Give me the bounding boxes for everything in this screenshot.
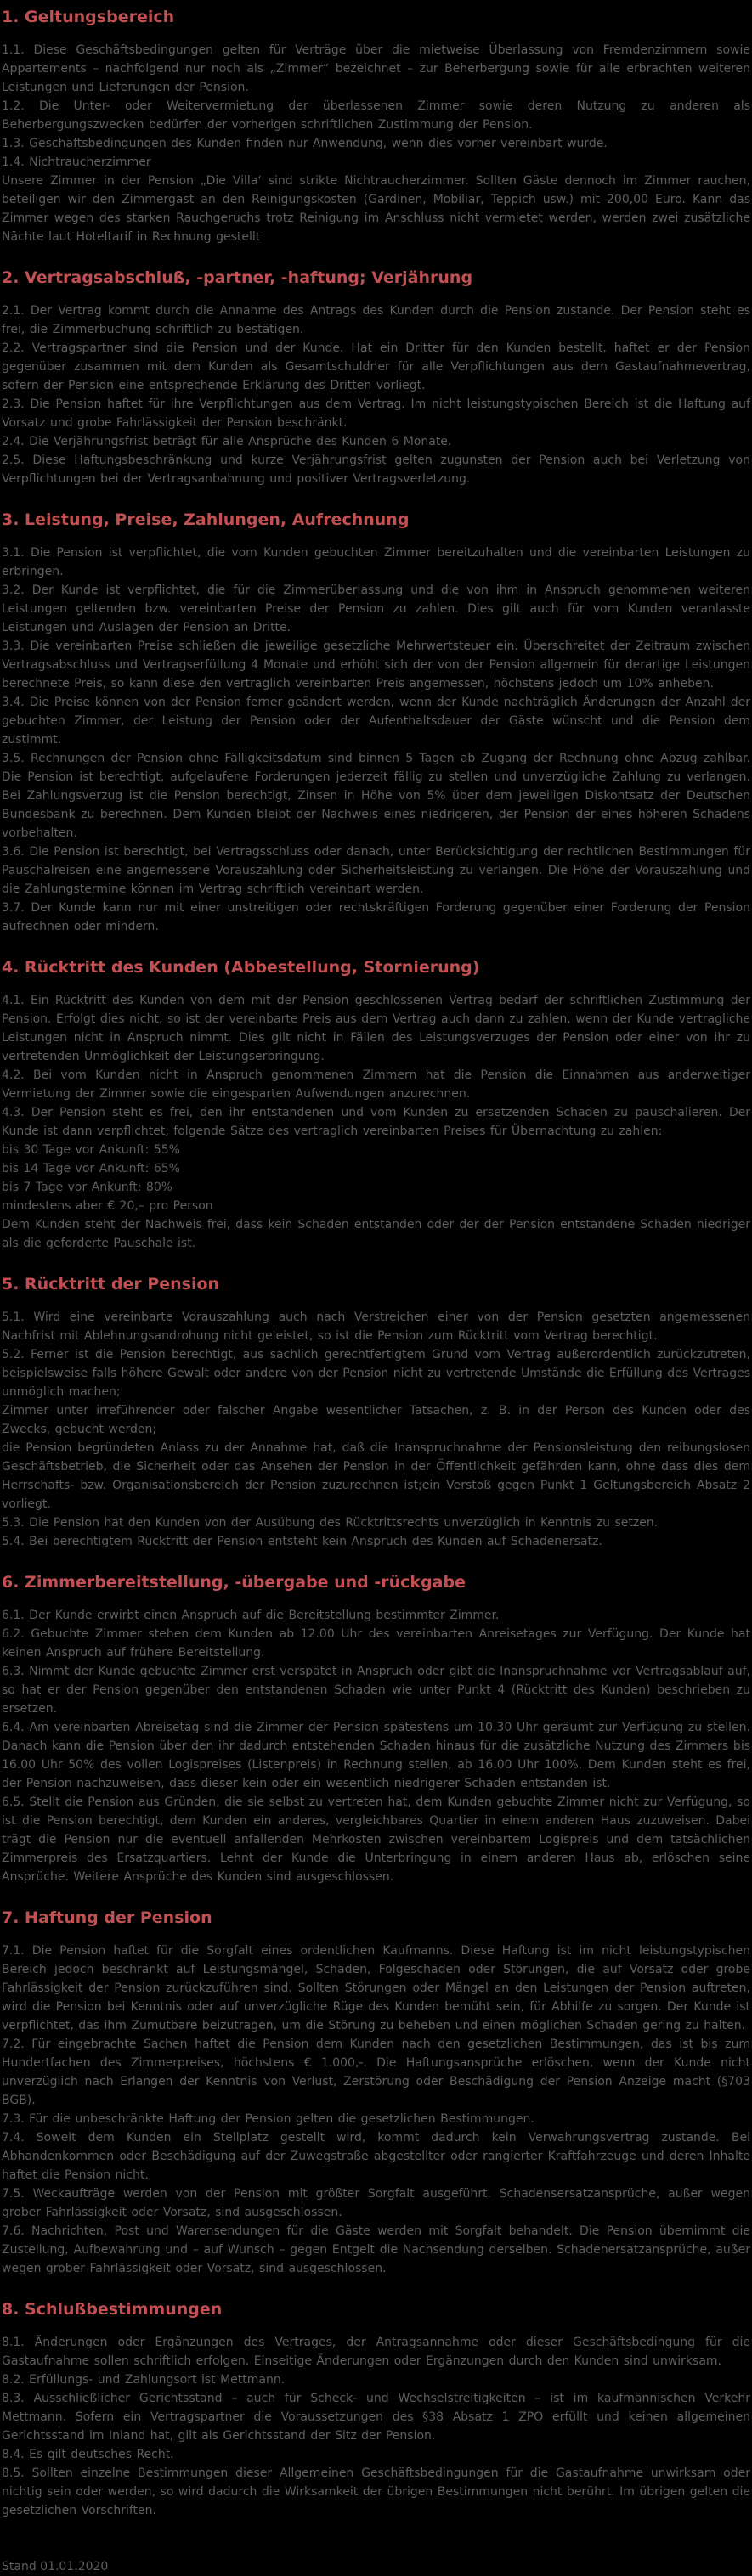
paragraph: 3.3. Die vereinbarten Preise schließen die jeweilige gesetzliche Mehrwertsteuer ein. Überschreitet der Zeitraum zwischen Vertragsabschluss und Vertragserfüllung 4 Monate und erhöht sich der von der Pension allgemein für derartige Leistungen berechnete Preis, so kann diese den vertraglich vereinbarten Preis angemessen, höchstens jedoch um 10% anheben. bbox=[2, 640, 750, 691]
section-vertragsabschluss bbox=[2, 268, 750, 488]
section-ruecktritt-kunde bbox=[2, 957, 750, 1253]
paragraph: 3.6. Die Pension ist berechtigt, bei Vertragsschluss oder danach, unter Berücksichtigung der rechtlichen Bestimmungen für Pauschalreisen eine angemessene Vorauszahlung oder Sicherheitsleistung zu verlangen. Die Höhe der Vorauszahlung und die Zahlungstermine können im Vertrag schriftlich vereinbart werden. bbox=[2, 845, 750, 896]
paragraph: Zimmer unter irreführender oder falscher Angabe wesentlicher Tatsachen, z. B. in der Person des Kunden oder des Zwecks, gebucht werden; bbox=[2, 1404, 750, 1436]
section-title: 5. Rücktritt der Pension bbox=[2, 1275, 220, 1294]
paragraph: 5.1. Wird eine vereinbarte Vorauszahlung auch nach Verstreichen einer von der Pension gesetzten angemessenen Nachfrist mit Ablehnungsandrohung nicht geleistet, so ist die Pension zum Rücktritt vom Vertrag berechtigt. bbox=[2, 1311, 750, 1343]
paragraph: 2.5. Diese Haftungsbeschränkung und kurze Verjährungsfrist gelten zugunsten der Pension auch bei Verletzung von Verpflichtungen bei der Vertragsanbahnung und positiver Vertragsverletzung. bbox=[2, 454, 750, 486]
paragraph: 2.1. Der Vertrag kommt durch die Annahme des Antrags des Kunden durch die Pension zustande. Der Pension steht es frei, die Zimmerbuchung schriftlich zu bestätigen. bbox=[2, 304, 750, 336]
section-title: 8. Schlußbestimmungen bbox=[2, 2300, 223, 2319]
section-title: 4. Rücktritt des Kunden (Abbestellung, Stornierung) bbox=[2, 958, 480, 977]
paragraph: 8.5. Sollten einzelne Bestimmungen dieser Allgemeinen Geschäftsbedingungen für die Gastaufnahme unwirksam oder nichtig sein oder werden, so wird dadurch die Wirksamkeit der übrigen Bestimmungen nicht berührt. Im übrigen gelten die gesetzlichen Vorschriften. bbox=[2, 2466, 750, 2517]
paragraph: 3.7. Der Kunde kann nur mit einer unstreitigen oder rechtskräftigen Forderung gegenüber einer Forderung der Pension aufrechnen oder mindern. bbox=[2, 901, 750, 933]
section-title: 7. Haftung der Pension bbox=[2, 1908, 212, 1927]
cancellation-rate-line: bis 14 Tage vor Ankunft: 65% bbox=[2, 1162, 180, 1175]
paragraph: 4.1. Ein Rücktritt des Kunden von dem mit der Pension geschlossenen Vertrag bedarf der schriftlichen Zustimmung der Pension. Erfolgt dies nicht, so ist der vereinbarte Preis aus dem Vertrag auch dann zu zahlen, wenn der Kunde vertragliche Leistungen nicht in Anspruch nimmt. Dies gilt nicht in Fällen des Leistungsverzuges der Pension oder einer von ihr zu vertretenden Unmöglichkeit der Leistungserbringung. bbox=[2, 994, 750, 1063]
section-ruecktritt-pension bbox=[2, 1274, 750, 1551]
paragraph: 6.3. Nimmt der Kunde gebuchte Zimmer erst verspätet in Anspruch oder gibt die Inanspruchnahme vor Vertragsablauf auf, so hat er der Pension gegenüber den entstandenen Schaden wie unter Punkt 4 (Rücktritt des Kunden) beschrieben zu ersetzen. bbox=[2, 1665, 750, 1716]
section-leistung-preise bbox=[2, 510, 750, 936]
section-title: 1. Geltungsbereich bbox=[2, 8, 175, 26]
paragraph: 2.4. Die Verjährungsfrist beträgt für alle Ansprüche des Kunden 6 Monate. bbox=[2, 435, 452, 448]
paragraph: 1.1. Diese Geschäftsbedingungen gelten für Verträge über die mietweise Überlassung von Fremdenzimmern sowie Appartements – nachfolgend nur noch als „Zimmer“ bezeichnet – zur Beherbergung sowie für alle erbrachten weiteren Leistungen und Lieferungen der Pension. bbox=[2, 43, 750, 94]
paragraph: 7.2. Für eingebrachte Sachen haftet die Pension dem Kunden nach den gesetzlichen Bestimmungen, das ist bis zum Hundertfachen des Zimmerpreises, höchstens € 1.000,-. Die Haftungsansprüche erlöschen, wenn der Kunde nicht unverzüglich nach Erlangen der Kenntnis von Verlust, Zerstörung oder Beschädigung der Pension Anzeige macht (§703 BGB). bbox=[2, 2038, 750, 2107]
paragraph: 4.2. Bei vom Kunden nicht in Anspruch genommenen Zimmern hat die Pension die Einnahmen aus anderweitiger Vermietung der Zimmer sowie die eingesparten Aufwendungen anzurechnen. bbox=[2, 1068, 750, 1101]
section-title: 2. Vertragsabschluß, -partner, -haftung; Verjährung bbox=[2, 268, 473, 287]
section-zimmerbereitstellung bbox=[2, 1572, 750, 1886]
paragraph: 5.2. Ferner ist die Pension berechtigt, aus sachlich gerechtfertigtem Grund vom Vertrag außerordentlich zurückzutreten, beispielsweise falls höhere Gewalt oder andere von der Pension nicht zu vertretende Umstände die Erfüllung des Vertrages unmöglich machen; bbox=[2, 1348, 750, 1399]
paragraph: 1.2. Die Unter- oder Weitervermietung der überlassenen Zimmer sowie deren Nutzung zu anderen als Beherbergungszwecken bedürfen der vorherigen schriftlichen Zustimmung der Pension. bbox=[2, 99, 750, 132]
paragraph: 7.3. Für die unbeschränkte Haftung der Pension gelten die gesetzlichen Bestimmungen. bbox=[2, 2112, 534, 2126]
paragraph: 4.3. Der Pension steht es frei, den ihr entstandenen und vom Kunden zu ersetzenden Schaden zu pauschalieren. Der Kunde ist dann verpflichtet, folgende Sätze des vertraglich vereinbarten Preises für Übernachtung zu zahlen: bbox=[2, 1106, 750, 1138]
paragraph: 2.3. Die Pension haftet für ihre Verpflichtungen aus dem Vertrag. Im nicht leistungstypischen Bereich ist die Haftung auf Vorsatz und grobe Fahrlässigkeit der Pension beschränkt. bbox=[2, 397, 750, 430]
document-date-stamp: Stand 01.01.2020 bbox=[2, 2560, 109, 2573]
cancellation-rate-line: bis 30 Tage vor Ankunft: 55% bbox=[2, 1143, 180, 1157]
paragraph: 8.3. Ausschließlicher Gerichtsstand – auch für Scheck- und Wechselstreitigkeiten – ist im kaufmännischen Verkehr Mettmann. Sofern ein Vertragspartner die Voraussetzungen des §38 Absatz 1 ZPO erfüllt und keinen allgemeinen Gerichtsstand im Inland hat, gilt als Gerichtsstand der Sitz der Pension. bbox=[2, 2392, 750, 2443]
section-geltungsbereich bbox=[2, 7, 750, 246]
paragraph: 3.1. Die Pension ist verpflichtet, die vom Kunden gebuchten Zimmer bereitzuhalten und die vereinbarten Leistungen zu erbringen. bbox=[2, 546, 750, 578]
paragraph: 2.2. Vertragspartner sind die Pension und der Kunde. Hat ein Dritter für den Kunden bestellt, haftet er der Pension gegenüber zusammen mit dem Kunden als Gesamtschuldner für alle Verpflichtungen aus dem Gastaufnahmevertrag, sofern der Pension eine entsprechende Erklärung des Dritten vorliegt. bbox=[2, 341, 750, 392]
paragraph: 6.2. Gebuchte Zimmer stehen dem Kunden ab 12.00 Uhr des vereinbarten Anreisetages zur Verfügung. Der Kunde hat keinen Anspruch auf frühere Bereitstellung. bbox=[2, 1627, 750, 1660]
paragraph: 1.3. Geschäftsbedingungen des Kunden finden nur Anwendung, wenn dies vorher vereinbart wurde. bbox=[2, 137, 608, 150]
section-schlussbestimmungen bbox=[2, 2299, 750, 2520]
paragraph: die Pension begründeten Anlass zu der Annahme hat, daß die Inanspruchnahme der Pensionsleistung den reibungslosen Geschäftsbetrieb, die Sicherheit oder das Ansehen der Pension in der Öffentlichkeit gefährden kann, ohne dass dies dem Herrschafts- bzw. Organisationsbereich der Pension zuzurechnen ist;ein Verstoß gegen Punkt 1 Geltungsbereich Absatz 2 vorliegt. bbox=[2, 1441, 750, 1511]
paragraph: 7.5. Weckaufträge werden von der Pension mit größter Sorgfalt ausgeführt. Schadensersatzansprüche, außer wegen grober Fahrlässigkeit oder Vorsatz, sind ausgeschlossen. bbox=[2, 2187, 750, 2219]
paragraph: 3.2. Der Kunde ist verpflichtet, die für die Zimmerüberlassung und die von ihm in Anspruch genommenen weiteren Leistungen geltenden bzw. vereinbarten Preise der Pension zu zahlen. Dies gilt auch für vom Kunden veranlasste Leistungen und Auslagen der Pension an Dritte. bbox=[2, 583, 750, 634]
paragraph: 1.4. Nichtraucherzimmer bbox=[2, 155, 151, 169]
paragraph: 3.4. Die Preise können von der Pension ferner geändert werden, wenn der Kunde nachträglich Änderungen der Anzahl der gebuchten Zimmer, der Leistung der Pension oder der Aufenthaltsdauer der Gäste wünscht und die Pension dem zustimmt. bbox=[2, 696, 750, 747]
paragraph: 7.6. Nachrichten, Post und Warensendungen für die Gäste werden mit Sorgfalt behandelt. Die Pension übernimmt die Zustellung, Aufbewahrung und – auf Wunsch – gegen Entgelt die Nachsendung derselben. Schadenersatzansprüche, außer wegen grober Fahrlässigkeit oder Vorsatz, sind ausgeschlossen. bbox=[2, 2224, 750, 2275]
paragraph: 5.3. Die Pension hat den Kunden von der Ausübung des Rücktrittsrechts unverzüglich in Kenntnis zu setzen. bbox=[2, 1516, 659, 1530]
paragraph: 8.1. Änderungen oder Ergänzungen des Vertrages, der Antragsannahme oder dieser Geschäftsbedingung für die Gastaufnahme sollen schriftlich erfolgen. Einseitige Änderungen oder Ergänzungen durch den Kunden sind unwirksam. bbox=[2, 2336, 750, 2368]
paragraph: 3.5. Rechnungen der Pension ohne Fälligkeitsdatum sind binnen 5 Tagen ab Zugang der Rechnung ohne Abzug zahlbar. Die Pension ist berechtigt, aufgelaufene Forderungen jederzeit fällig zu stellen und unverzügliche Zahlung zu verlangen. Bei Zahlungsverzug ist die Pension berechtigt, Zinsen in Höhe von 5% über dem jeweiligen Diskontsatz der Deutschen Bundesbank zu berechnen. Dem Kunden bleibt der Nachweis eines niedrigeren, der Pension der eines höheren Schadens vorbehalten. bbox=[2, 752, 750, 840]
paragraph: 6.5. Stellt die Pension aus Gründen, die sie selbst zu vertreten hat, dem Kunden gebuchte Zimmer nicht zur Verfügung, so ist die Pension berechtigt, dem Kunden ein anderes, vergleichbares Quartier in einem anderen Haus zuzuweisen. Dabei trägt die Pension nur die eventuell anfallenden Mehrkosten zwischen vereinbartem Logispreis und dem tatsächlichen Zimmerpreis des Ersatzquartiers. Lehnt der Kunde die Unterbringung in einem anderen Haus ab, erlöschen seine Ansprüche. Weitere Ansprüche des Kunden sind ausgeschlossen. bbox=[2, 1795, 750, 1884]
paragraph: 8.4. Es gilt deutsches Recht. bbox=[2, 2448, 174, 2461]
cancellation-rate-line: bis 7 Tage vor Ankunft: 80% bbox=[2, 1181, 173, 1194]
paragraph: Unsere Zimmer in der Pension „Die Villa‘ sind strikte Nichtraucherzimmer. Sollten Gäste dennoch im Zimmer rauchen, beteiligen wir den Zimmergast an den Reinigungskosten (Gardinen, Mobiliar, Teppich usw.) mit 200,00 Euro. Kann das Zimmer wegen des starken Rauchgeruchs trotz Reinigung im Anschluss nicht vermietet werden, werden zwei zusätzliche Nächte laut Hoteltarif in Rechnung gestellt bbox=[2, 174, 750, 244]
paragraph: 6.1. Der Kunde erwirbt einen Anspruch auf die Bereitstellung bestimmter Zimmer. bbox=[2, 1609, 500, 1622]
paragraph: 7.4. Soweit dem Kunden ein Stellplatz gestellt wird, kommt dadurch kein Verwahrungsvertrag zustande. Bei Abhandenkommen oder Beschädigung auf der Zuwegstraße abgestellter oder rangierter Kraftfahrzeuge und deren Inhalte haftet die Pension nicht. bbox=[2, 2131, 750, 2182]
section-title: 6. Zimmerbereitstellung, -übergabe und -rückgabe bbox=[2, 1573, 466, 1592]
paragraph: 5.4. Bei berechtigtem Rücktritt der Pension entsteht kein Anspruch des Kunden auf Schadenersatz. bbox=[2, 1535, 602, 1548]
section-title: 3. Leistung, Preise, Zahlungen, Aufrechnung bbox=[2, 510, 410, 529]
section-haftung-pension bbox=[2, 1908, 750, 2278]
cancellation-minimum-line: mindestens aber € 20,– pro Person bbox=[2, 1199, 213, 1213]
paragraph: 8.2. Erfüllungs- und Zahlungsort ist Mettmann. bbox=[2, 2373, 286, 2387]
paragraph: 7.1. Die Pension haftet für die Sorgfalt eines ordentlichen Kaufmanns. Diese Haftung ist im nicht leistungstypischen Bereich jedoch beschränkt auf Leistungsmängel, Schäden, Folgeschäden oder Störungen, die auf Vorsatz oder grobe Fahrlässigkeit der Pension zurückzuführen sind. Sollten Störungen oder Mängel an den Leistungen der Pension auftreten, wird die Pension bei Kenntnis oder auf unverzügliche Rüge des Kunden bemüht sein, für Abhilfe zu sorgen. Der Kunde ist verpflichtet, das ihm Zumutbare beizutragen, um die Störung zu beheben und einen möglichen Schaden gering zu halten. bbox=[2, 1944, 750, 2032]
paragraph: Dem Kunden steht der Nachweis frei, dass kein Schaden entstanden oder der der Pension entstandene Schaden niedriger als die geforderte Pauschale ist. bbox=[2, 1218, 750, 1250]
paragraph: 6.4. Am vereinbarten Abreisetag sind die Zimmer der Pension spätestens um 10.30 Uhr geräumt zur Verfügung zu stellen. Danach kann die Pension über den ihr dadurch entstehenden Schaden hinaus für die zusätzliche Nutzung des Zimmers bis 16.00 Uhr 50% des vollen Logispreises (Listenpreis) in Rechnung stellen, ab 16.00 Uhr 100%. Dem Kunden steht es frei, der Pension nachzuweisen, dass dieser kein oder ein wesentlich niedrigerer Schaden entstanden ist. bbox=[2, 1721, 750, 1790]
